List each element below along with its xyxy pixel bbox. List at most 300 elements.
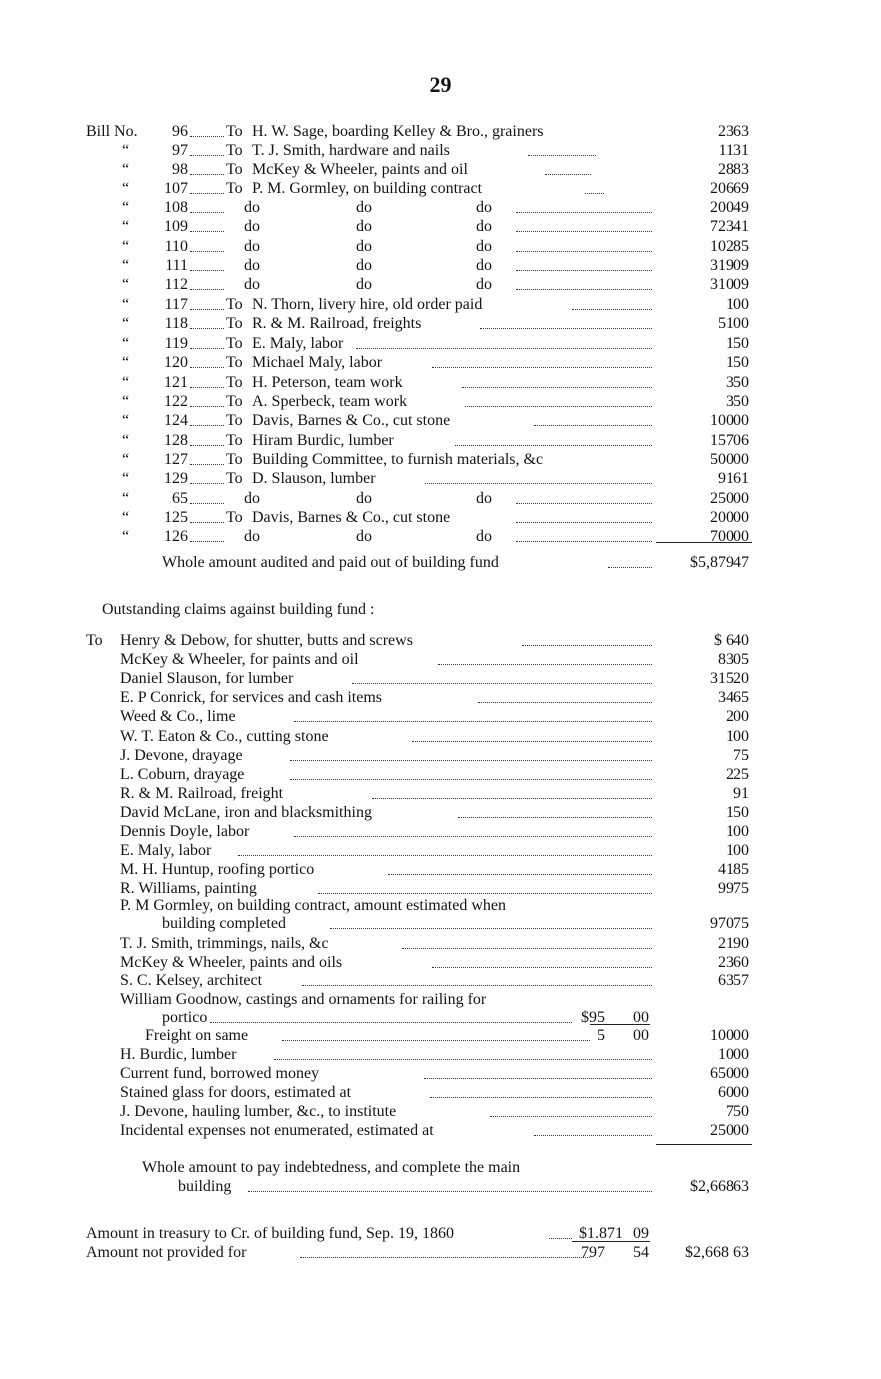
amount-dollars: 1	[726, 296, 734, 313]
dotted-leader	[516, 522, 652, 523]
claim-row	[0, 1045, 881, 1064]
claim-dollars: 10	[718, 1046, 734, 1063]
claim-text: Henry & Debow, for shutter, butts and screws	[120, 632, 413, 649]
dotted-leader	[190, 328, 224, 329]
bill-payee: T. J. Smith, hardware and nails	[252, 142, 450, 159]
claim-cents: 25	[733, 766, 749, 783]
total-rule	[656, 542, 752, 543]
ditto-do: do	[356, 238, 372, 255]
dotted-leader	[388, 874, 652, 875]
claim-row	[0, 1008, 881, 1027]
claim-cents: 90	[733, 935, 749, 952]
ditto-do: do	[356, 490, 372, 507]
dotted-leader	[516, 212, 652, 213]
dotted-leader	[528, 155, 596, 156]
claim-dollars: 250	[710, 1122, 734, 1139]
dotted-leader	[490, 1116, 652, 1117]
claim-cents: 50	[733, 804, 749, 821]
bill-to: To	[226, 432, 243, 449]
dotted-leader	[432, 967, 652, 968]
amount-cents: 31	[733, 142, 749, 159]
ditto-do: do	[476, 218, 492, 235]
dotted-leader	[190, 174, 224, 175]
freight-text: Freight on same	[145, 1027, 249, 1044]
bill-row	[0, 373, 881, 392]
claim-text: McKey & Wheeler, for paints and oil	[120, 651, 359, 668]
claim-row	[0, 860, 881, 879]
dotted-leader	[290, 779, 652, 780]
total-paid-row	[0, 553, 881, 572]
dotted-leader	[432, 367, 652, 368]
dotted-leader	[516, 503, 652, 504]
outstanding-heading-row	[0, 600, 881, 619]
claim-dollars: 7	[726, 1103, 734, 1120]
bill-row	[0, 392, 881, 411]
ditto-mark: “	[122, 161, 130, 178]
amount-dollars: 11	[718, 142, 734, 159]
bill-row	[0, 275, 881, 294]
amount-cents: 83	[733, 161, 749, 178]
dotted-leader	[190, 387, 224, 388]
dotted-leader	[190, 522, 224, 523]
bill-number: 107	[164, 180, 188, 197]
bill-number: 120	[164, 354, 188, 371]
ditto-do: do	[244, 199, 260, 216]
dotted-leader	[210, 1022, 572, 1023]
dotted-leader	[478, 702, 652, 703]
claim-cents: 75	[733, 915, 749, 932]
claim-dollars: 1	[726, 804, 734, 821]
claim-dollars: 315	[710, 670, 734, 687]
claim-dollars: 34	[718, 689, 734, 706]
amount-cents: 85	[733, 238, 749, 255]
claim-dollars: 60	[718, 1084, 734, 1101]
total-indebted-dollars: $2,668	[690, 1178, 734, 1195]
ditto-do: do	[356, 218, 372, 235]
amount-cents: 00	[733, 490, 749, 507]
ditto-mark: “	[122, 490, 130, 507]
ditto-do: do	[476, 238, 492, 255]
amount-cents: 00	[733, 528, 749, 545]
ditto-do: do	[476, 257, 492, 274]
not-provided-row	[0, 1243, 881, 1262]
amount-dollars: 723	[710, 218, 734, 235]
amount-dollars: 200	[710, 509, 734, 526]
dotted-leader	[190, 155, 224, 156]
amount-dollars: 1	[726, 354, 734, 371]
amount-cents: 00	[733, 296, 749, 313]
claim-row	[0, 1064, 881, 1083]
claim-row	[0, 1102, 881, 1121]
amount-dollars: 1	[726, 335, 734, 352]
amount-dollars: 51	[718, 315, 734, 332]
page-number: 29	[429, 72, 452, 97]
dotted-leader	[190, 193, 224, 194]
bill-to: To	[226, 335, 243, 352]
bill-row	[0, 489, 881, 508]
dotted-leader	[302, 985, 652, 986]
bill-number: 98	[172, 161, 188, 178]
bill-row	[0, 469, 881, 488]
claim-text: R. & M. Railroad, freight	[120, 785, 284, 802]
dotted-leader	[372, 798, 652, 799]
bill-row	[0, 450, 881, 469]
dotted-leader	[190, 231, 224, 232]
claim-text: S. C. Kelsey, architect	[120, 972, 263, 989]
bill-to: To	[226, 354, 243, 371]
bill-to: To	[226, 412, 243, 429]
ditto-mark: “	[122, 276, 130, 293]
dotted-leader	[190, 367, 224, 368]
claim-cents: 00	[733, 728, 749, 745]
dotted-leader	[438, 664, 652, 665]
subtotal-cents: 00	[633, 1027, 649, 1044]
dotted-leader	[274, 1059, 652, 1060]
dotted-leader	[572, 309, 652, 310]
dotted-leader	[190, 445, 224, 446]
claim-dollars: 650	[710, 1065, 734, 1082]
claim-row	[0, 765, 881, 784]
claim-dollars: 41	[718, 861, 734, 878]
not-provided-dollars: 797	[581, 1244, 605, 1261]
dotted-leader	[248, 1191, 652, 1192]
dotted-leader	[190, 464, 224, 465]
bill-row	[0, 198, 881, 217]
dotted-leader	[318, 893, 652, 894]
bill-number: 108	[164, 199, 188, 216]
bill-row	[0, 334, 881, 353]
treasury-dollars: $1.871	[579, 1225, 623, 1242]
bill-payee: Building Committee, to furnish materials, &c	[252, 451, 544, 468]
dotted-leader	[462, 387, 652, 388]
ditto-mark: “	[122, 354, 130, 371]
ditto-mark: “	[122, 432, 130, 449]
claim-row	[0, 650, 881, 669]
dotted-leader	[190, 503, 224, 504]
bill-payee: P. M. Gormley, on building contract	[252, 180, 483, 197]
claim-dollars: 2	[726, 708, 734, 725]
claim-cents: 57	[733, 972, 749, 989]
amount-cents: 09	[733, 257, 749, 274]
bill-row	[0, 508, 881, 527]
claim-cents: 40	[733, 632, 749, 649]
bill-row	[0, 527, 881, 546]
bill-number: 122	[164, 393, 188, 410]
bill-number: 111	[165, 257, 188, 274]
claim-text: E. Maly, labor	[120, 842, 212, 859]
dotted-leader	[585, 193, 604, 194]
treasury-label: Amount in treasury to Cr. of building fund, Sep. 19, 1860	[86, 1225, 454, 1242]
ditto-mark: “	[122, 315, 130, 332]
claim-text: McKey & Wheeler, paints and oils	[120, 954, 343, 971]
claim-row	[0, 631, 881, 650]
ditto-mark: “	[122, 528, 130, 545]
treasury-cents: 09	[633, 1225, 649, 1242]
claim-text: William Goodnow, castings and ornaments for railing for	[120, 991, 487, 1008]
bill-to: To	[226, 509, 243, 526]
bill-number: 127	[164, 451, 188, 468]
claim-dollars: 2	[726, 766, 734, 783]
claim-row	[0, 1026, 881, 1045]
bill-number: 117	[164, 296, 188, 313]
bill-number: 112	[164, 276, 188, 293]
total-paid-label: Whole amount audited and paid out of building fund	[162, 554, 499, 571]
ditto-do: do	[244, 238, 260, 255]
ditto-mark: “	[122, 238, 130, 255]
bill-number: 125	[164, 509, 188, 526]
amount-cents: 41	[733, 218, 749, 235]
bill-to: To	[226, 374, 243, 391]
claim-row	[0, 841, 881, 860]
claim-cents: 00	[733, 842, 749, 859]
claim-dollars: 23	[718, 954, 734, 971]
amount-cents: 50	[733, 393, 749, 410]
amount-dollars: 3	[726, 374, 734, 391]
claim-text: Daniel Slauson, for lumber	[120, 670, 294, 687]
bill-payee: D. Slauson, lumber	[252, 470, 376, 487]
bill-row	[0, 295, 881, 314]
claims-to: To	[86, 632, 103, 649]
dotted-leader	[458, 817, 652, 818]
dotted-leader	[430, 1097, 652, 1098]
claim-text-continued: portico	[162, 1009, 208, 1026]
claim-cents: 00	[733, 1027, 749, 1044]
amount-dollars: 310	[710, 276, 734, 293]
claim-cents: 75	[733, 747, 749, 764]
claim-row	[0, 822, 881, 841]
bill-no-label: Bill No.	[86, 123, 138, 140]
amount-cents: 00	[733, 509, 749, 526]
claim-text: P. M Gormley, on building contract, amount estimated when	[120, 897, 507, 914]
claim-dollars: 21	[718, 935, 734, 952]
claim-row	[0, 990, 881, 1009]
ditto-do: do	[356, 276, 372, 293]
claim-row	[0, 784, 881, 803]
subtotal-cents: 00	[633, 1009, 649, 1026]
total-indebted-row	[0, 1158, 881, 1177]
amount-cents: 00	[733, 315, 749, 332]
bill-to: To	[226, 180, 243, 197]
dotted-leader	[352, 683, 652, 684]
claim-cents: 05	[733, 651, 749, 668]
bill-number: 129	[164, 470, 188, 487]
amount-cents: 49	[733, 199, 749, 216]
claim-cents: 20	[733, 670, 749, 687]
bill-payee: H. Peterson, team work	[252, 374, 403, 391]
not-provided-label: Amount not provided for	[86, 1244, 247, 1261]
amount-dollars: 500	[710, 451, 734, 468]
dotted-leader	[190, 136, 224, 137]
bill-payee: H. W. Sage, boarding Kelley & Bro., grainers	[252, 123, 544, 140]
amount-dollars: 100	[710, 412, 734, 429]
dotted-leader	[238, 855, 652, 856]
bill-payee: McKey & Wheeler, paints and oil	[252, 161, 468, 178]
dotted-leader	[190, 309, 224, 310]
dotted-leader	[190, 541, 224, 542]
claim-dollars: 970	[710, 915, 734, 932]
claim-row	[0, 688, 881, 707]
claim-text: Weed & Co., lime	[120, 708, 236, 725]
bill-to: To	[226, 451, 243, 468]
outstanding-heading: Outstanding claims against building fund :	[102, 601, 375, 618]
dotted-leader	[190, 348, 224, 349]
dotted-leader	[545, 174, 591, 175]
claim-text: Current fund, borrowed money	[120, 1065, 320, 1082]
bill-row	[0, 237, 881, 256]
ditto-mark: “	[122, 142, 130, 159]
ditto-do: do	[244, 218, 260, 235]
claim-row	[0, 707, 881, 726]
bill-payee: Davis, Barnes & Co., cut stone	[252, 412, 451, 429]
amount-cents: 61	[733, 470, 749, 487]
amount-cents: 50	[733, 335, 749, 352]
total-indebted-label: Whole amount to pay indebtedness, and complete the main	[142, 1159, 521, 1176]
subtotal-rule	[590, 1024, 650, 1025]
subtotal-rule	[572, 1241, 650, 1242]
bill-number: 96	[172, 123, 188, 140]
bill-to: To	[226, 142, 243, 159]
ditto-mark: “	[122, 451, 130, 468]
bill-payee: R. & M. Railroad, freights	[252, 315, 422, 332]
claim-row	[0, 803, 881, 822]
claim-row	[0, 1083, 881, 1102]
dotted-leader	[424, 1078, 652, 1079]
claim-text: Stained glass for doors, estimated at	[120, 1084, 352, 1101]
ditto-mark: “	[122, 393, 130, 410]
bill-row	[0, 353, 881, 372]
bill-row	[0, 431, 881, 450]
claim-cents: 85	[733, 861, 749, 878]
ditto-do: do	[244, 257, 260, 274]
bill-row	[0, 256, 881, 275]
claim-row	[0, 727, 881, 746]
claim-cents: 00	[733, 1046, 749, 1063]
claim-text: T. J. Smith, trimmings, nails, &c	[120, 935, 329, 952]
bill-to: To	[226, 315, 243, 332]
ditto-mark: “	[122, 335, 130, 352]
claim-row	[0, 746, 881, 765]
claim-dollars: 1	[726, 728, 734, 745]
dotted-leader	[290, 760, 652, 761]
dotted-leader	[516, 231, 652, 232]
dotted-leader	[190, 483, 224, 484]
amount-cents: 00	[733, 451, 749, 468]
claim-dollars: 83	[718, 651, 734, 668]
amount-dollars: 700	[710, 528, 734, 545]
bill-number: 110	[164, 238, 188, 255]
dotted-leader	[190, 270, 224, 271]
ditto-do: do	[476, 199, 492, 216]
bill-payee: Michael Maly, labor	[252, 354, 383, 371]
amount-dollars: 200	[710, 199, 734, 216]
total-paid-cents: 47	[733, 554, 749, 571]
dotted-leader	[516, 541, 652, 542]
claim-cents: 00	[733, 1122, 749, 1139]
claim-text: Dennis Doyle, labor	[120, 823, 250, 840]
claim-cents: 00	[733, 823, 749, 840]
dotted-leader	[402, 948, 652, 949]
dotted-leader	[534, 425, 652, 426]
amount-dollars: 157	[710, 432, 734, 449]
claim-text: Incidental expenses not enumerated, estimated at	[120, 1122, 434, 1139]
bill-number: 109	[164, 218, 188, 235]
amount-dollars: 23	[718, 123, 734, 140]
amount-cents: 69	[733, 180, 749, 197]
ditto-mark: “	[122, 218, 130, 235]
bill-payee: N. Thorn, livery hire, old order paid	[252, 296, 483, 313]
dotted-leader	[455, 445, 652, 446]
bill-to: To	[226, 393, 243, 410]
ditto-do: do	[356, 257, 372, 274]
bill-payee: A. Sperbeck, team work	[252, 393, 408, 410]
ditto-do: do	[356, 528, 372, 545]
bill-row	[0, 314, 881, 333]
ditto-mark: “	[122, 470, 130, 487]
ditto-do: do	[244, 490, 260, 507]
dotted-leader	[190, 425, 224, 426]
ditto-mark: “	[122, 296, 130, 313]
claim-dollars: 99	[718, 880, 734, 897]
ditto-mark: “	[122, 374, 130, 391]
bill-number: 118	[164, 315, 188, 332]
amount-dollars: 28	[718, 161, 734, 178]
claim-cents: 00	[733, 1084, 749, 1101]
total-indebted-cents: 63	[733, 1178, 749, 1195]
ditto-mark: “	[122, 257, 130, 274]
not-provided-cents: 54	[633, 1244, 649, 1261]
claim-dollars: 63	[718, 972, 734, 989]
ditto-mark: “	[122, 412, 130, 429]
claim-cents: 00	[733, 708, 749, 725]
amount-dollars: 102	[710, 238, 734, 255]
dotted-leader	[330, 928, 652, 929]
dotted-leader	[190, 212, 224, 213]
claim-cents: 75	[733, 880, 749, 897]
bill-to: To	[226, 470, 243, 487]
dotted-leader	[294, 836, 652, 837]
claim-dollars: 100	[710, 1027, 734, 1044]
dotted-leader	[412, 741, 652, 742]
claim-text: J. Devone, hauling lumber, &c., to institute	[120, 1103, 397, 1120]
ditto-mark: “	[122, 509, 130, 526]
dotted-leader	[425, 483, 652, 484]
bill-to: To	[226, 123, 243, 140]
amount-cents: 50	[733, 354, 749, 371]
bill-to: To	[226, 161, 243, 178]
dotted-leader	[516, 251, 652, 252]
amount-dollars: 206	[710, 180, 734, 197]
bill-payee: Davis, Barnes & Co., cut stone	[252, 509, 451, 526]
claim-text: J. Devone, drayage	[120, 747, 243, 764]
bill-number: 119	[164, 335, 188, 352]
bill-payee: Hiram Burdic, lumber	[252, 432, 394, 449]
not-provided-total: $2,668 63	[685, 1244, 749, 1261]
ditto-do: do	[356, 199, 372, 216]
amount-dollars: 319	[710, 257, 734, 274]
amount-cents: 00	[733, 412, 749, 429]
bill-row	[0, 160, 881, 179]
claim-cents: 60	[733, 954, 749, 971]
total-indebted-row	[0, 1177, 881, 1196]
total-indebted-label-continued: building	[178, 1178, 232, 1195]
claim-row	[0, 953, 881, 972]
subtotal-dollars: 5	[597, 1027, 605, 1044]
claim-text: E. P Conrick, for services and cash items	[120, 689, 383, 706]
ditto-do: do	[244, 276, 260, 293]
claim-cents: 50	[733, 1103, 749, 1120]
bill-row	[0, 122, 881, 141]
claim-dollars: $ 6	[714, 632, 734, 649]
